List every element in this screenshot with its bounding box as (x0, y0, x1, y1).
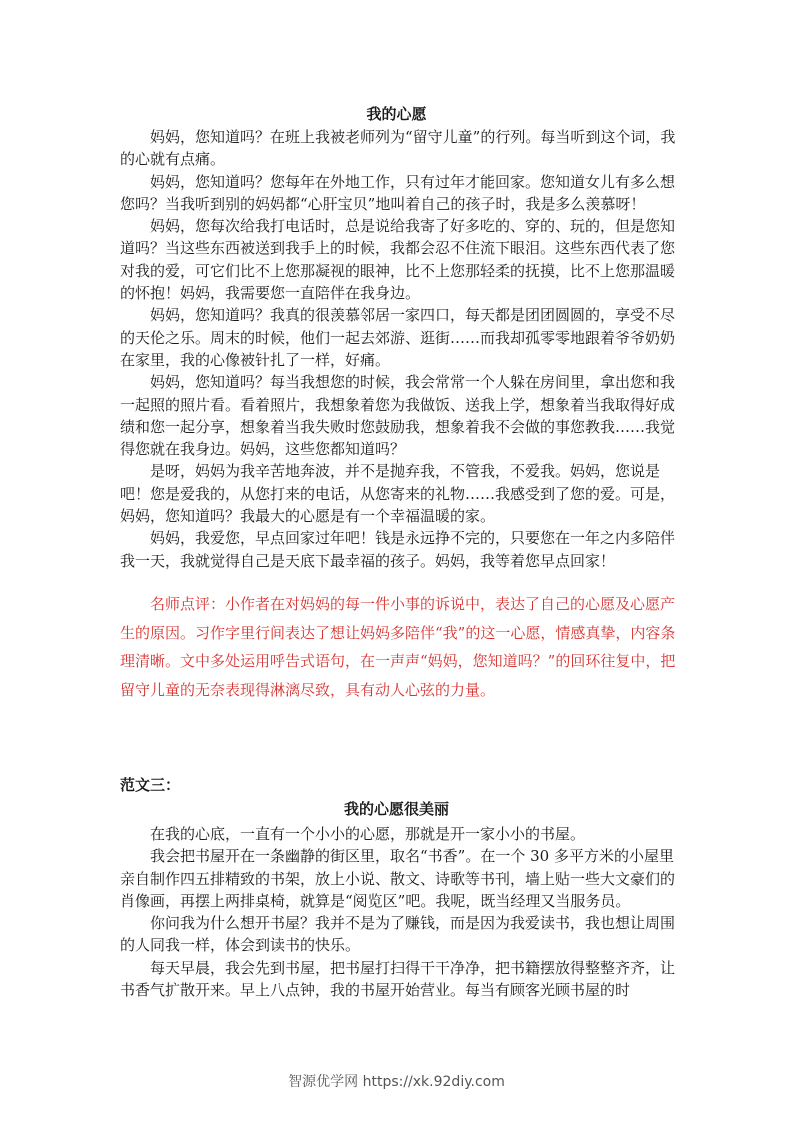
essay2-paragraph: 你问我为什么想开书屋？我并不是为了赚钱，而是因为我爱读书，我也想让周围的人同我一样，体会到读书的快乐。 (120, 914, 676, 955)
essay1-paragraph: 是呀，妈妈为我辛苦地奔波，并不是抛弃我，不管我，不爱我。妈妈，您说是吧！您是爱我的，从您打来的电话，从您寄来的礼物……我感受到了您的爱。可是，妈妈，您知道吗？我最大的心愿是有一个幸福温暖的家。 (120, 462, 676, 526)
essay1-paragraph: 妈妈，您知道吗？在班上我被老师列为“留守儿童”的行列。每当听到这个词，我的心就有点痛。 (120, 128, 676, 169)
section-label: 范文三： (120, 776, 181, 794)
essay1-title: 我的心愿 (366, 105, 427, 123)
essay1-paragraph: 妈妈，您知道吗？我真的很羡慕邻居一家四口，每天都是团团圆圆的，享受不尽的天伦之乐。周末的时候，他们一起去郊游、逛街……而我却孤零零地跟着爷爷奶奶在家里，我的心像被针扎了一样，好痛。 (120, 306, 676, 369)
teacher-comment (120, 590, 676, 704)
essay1-paragraph: 妈妈，我爱您，早点回家过年吧！钱是永远挣不完的，只要您在一年之内多陪伴我一天，我就觉得自己是天底下最幸福的孩子。妈妈，我等着您早点回家！ (120, 529, 676, 570)
essay2-paragraph: 我会把书屋开在一条幽静的街区里，取名“书香”。在一个 30 多平方米的小屋里亲自制作四五排精致的书架，放上小说、散文、诗歌等书刊，墙上贴一些大文豪们的肖像画，再摆上两排桌椅，就算是“阅览区”吧。我呢，既当经理又当服务员。 (120, 847, 676, 910)
teacher-comment-text: 名师点评：小作者在对妈妈的每一件小事的诉说中，表达了自己的心愿及心愿产生的原因。习作字里行间表达了想让妈妈多陪伴“我”的这一心愿，情感真挚，内容条理清晰。文中多处运用呼告式语句，在一声声“妈妈，您知道吗？”的回环往复中，把留守儿童的无奈表现得淋漓尽致，具有动人心弦的力量。 (120, 595, 676, 699)
essay1-paragraph: 妈妈，您知道吗？您每年在外地工作，只有过年才能回家。您知道女儿有多么想您吗？当我听到别的妈妈都“心肝宝贝”地叫着自己的孩子时，我是多么羡慕呀！ (120, 172, 676, 213)
essay1-body (120, 126, 676, 572)
essay2-title: 我的心愿很美丽 (343, 800, 449, 818)
footer-watermark: 智源优学网 https://xk.92diy.com (288, 1074, 505, 1090)
essay2-paragraph: 在我的心底，一直有一个小小的心愿，那就是开一家小小的书屋。 (150, 825, 586, 843)
essay1-paragraph: 妈妈，您知道吗？每当我想您的时候，我会常常一个人躲在房间里，拿出您和我一起照的照片看。看着照片，我想象着您为我做饭、送我上学，想象着当我取得好成绩和您一起分享，想象着当我失败时您鼓励我，想象着我不会做的事您教我……我觉得您就在我身边。妈妈，这些您都知道吗？ (120, 373, 676, 459)
essay2-paragraph: 每天早晨，我会先到书屋，把书屋打扫得干干净净，把书籍摆放得整整齐齐，让书香气扩散开来。早上八点钟，我的书屋开始营业。每当有顾客光顾书屋的时 (120, 958, 676, 1000)
essay1-paragraph: 妈妈，您每次给我打电话时，总是说给我寄了好多吃的、穿的、玩的，但是您知道吗？当这些东西被送到我手上的时候，我都会忍不住流下眼泪。这些东西代表了您对我的爱，可它们比不上您那凝视的眼神，比不上您那轻柔的抚摸，比不上您那温暖的怀抱！妈妈，我需要您一直陪伴在我身边。 (120, 217, 676, 303)
essay2-body (120, 823, 676, 1001)
